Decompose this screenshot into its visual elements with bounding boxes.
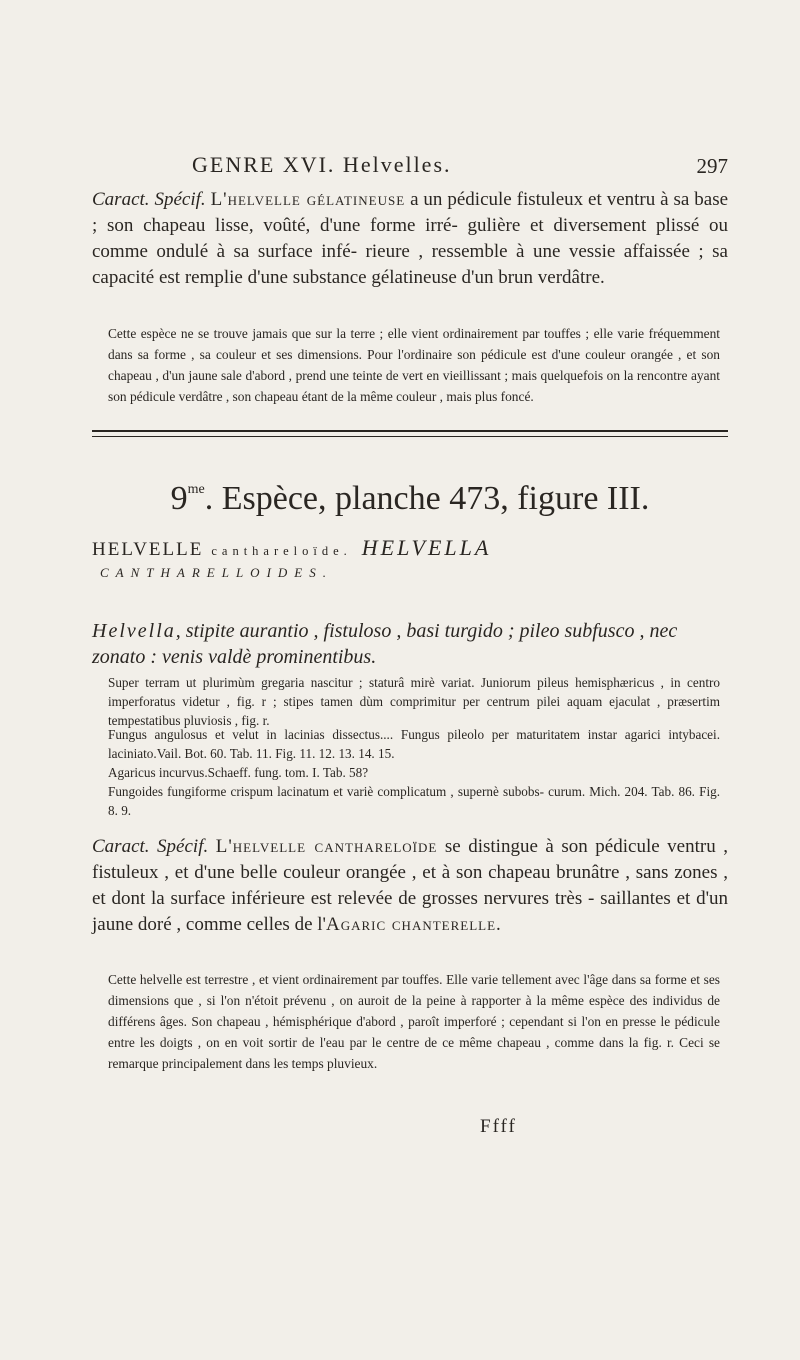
characteristics-text: se distingue à son pédicule ventru , fistuleux , et d'une belle couleur orangée , et à son chapeau brunâtre , sans zones , et dont la surface inférieure est relevée de grosses nervures très - saillantes et d'un jaune doré , comme celles de l' — [92, 836, 729, 935]
latin-description: Super terram ut plurimùm gregaria nascitur ; staturâ mirè variat. Juniorum pileus hemisphæricus , in centro imperforatus videtur , fig. r ; stipes tamen dùm comprimitur per centrum pilei aquam ejaculat , præsertim tempestatibus pluviosis , fig. r. — [108, 675, 720, 729]
caract-label: Caract. Spécif. — [92, 836, 209, 857]
descriptive-note: Cette espèce ne se trouve jamais que sur la terre ; elle vient ordinairement par touffes ; elle varie fréquemment dans sa forme , sa couleur et ses dimensions. Pour l'ordinaire son pédicule est d'une couleur orangée , et son chapeau , d'un jaune sale d'abord , prend une teinte de vert en vieillissant ; mais quelquefois on la rencontre ayant son pédicule verdâtre , son chapeau étant de la même couleur , mais plus foncé. — [108, 326, 720, 405]
species-characteristics-gelatinous — [92, 187, 728, 291]
page-number: 297 — [696, 154, 728, 178]
species-name-line — [92, 535, 728, 561]
descriptive-note: Cette helvelle est terrestre , et vient ordinairement par touffes. Elle varie tellement avec l'âge dans sa forme et ses dimensions que , si l'on n'étoit prévenu , on auroit de la peine à rapporter à la même espèce des individus de différens âges. Son chapeau , hémisphérique d'abord , paroît imperforé ; cependant si l'on en presse le pédicule entre les doigts , on en voit sortir de l'eau par le centre de ce même chapeau , comme dans la fig. r. Ceci se remarque principalement dans les temps pluvieux. — [108, 972, 720, 1072]
section-divider-thin — [92, 436, 728, 437]
section-divider-thick — [92, 430, 728, 432]
synonym-entry: Agaricus incurvus.Schaeff. fung. tom. I. Tab. 58? — [108, 765, 369, 780]
species-name-latin: HELVELLA — [361, 535, 492, 560]
species-epithet-french: canthareloïde. — [211, 544, 352, 558]
species-name-french: HELVELLE — [92, 539, 204, 560]
reference-species-name: Agaric chanterelle. — [325, 914, 502, 935]
synonym-entry: Fungoides fungiforme crispum lacinatum et variè complicatum , supernè subobs- curum. Mich. 204. Tab. 86. Fig. 8. 9. — [108, 784, 720, 818]
diagnosis-text: , stipite aurantio , fistuloso , basi turgido ; pileo subfusco , nec zonato : venis valdè prominentibus. — [92, 620, 678, 668]
species-heading-text: . Espèce, planche 473, figure III. — [204, 480, 650, 517]
species-epithet-latin: CANTHARELLOIDES. — [100, 565, 333, 580]
diagnosis-genus: Helvella — [92, 620, 176, 642]
species-lead-name: L'helvelle gélatineuse — [210, 189, 406, 210]
printer-signature: Ffff — [480, 1116, 517, 1137]
synonymy-list — [108, 725, 720, 820]
running-head-title: GENRE XVI. Helvelles. — [192, 152, 452, 177]
characteristics-text: a un pédicule fistuleux et ventru à sa base ; son chapeau lisse, voûté, d'une forme irré- gulière et diversement plissé ou comme ondulé à sa surface infé- rieure , ressemble à une vessie affaissée ; sa capacité est remplie d'une substance gélatineuse d'un brun verdâtre. — [92, 189, 729, 288]
species-lead-name: L'helvelle canthareloïde — [215, 836, 438, 857]
latin-diagnosis — [92, 618, 732, 670]
species-heading — [92, 480, 728, 518]
species-characteristics-canthareloid — [92, 834, 728, 938]
species-heading-ordinal: me — [187, 482, 205, 497]
species-heading-number: 9 — [170, 480, 188, 517]
running-head — [192, 152, 728, 182]
caract-label: Caract. Spécif. — [92, 189, 206, 210]
synonym-entry: Fungus angulosus et velut in lacinias dissectus.... Fungus pileolo per maturitatem instar agarici intybacei. laciniato.Vail. Bot. 60. Tab. 11. Fig. 11. 12. 13. 14. 15. — [108, 727, 720, 761]
